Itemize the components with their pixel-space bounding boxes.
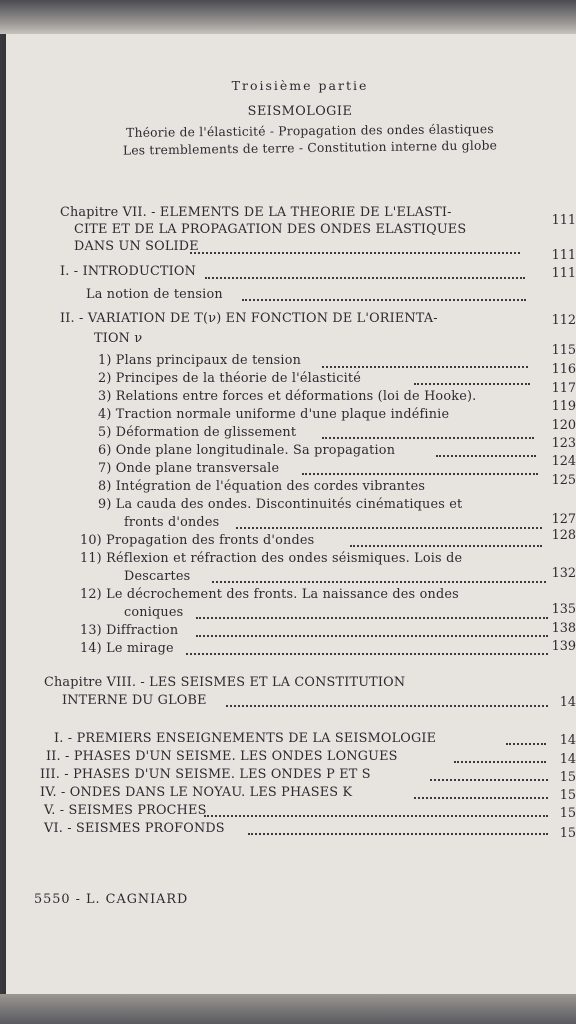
toc-page-number: 15 <box>559 788 576 803</box>
toc-entry: 5) Déformation de glissement <box>98 425 297 440</box>
toc-entry: III. - PHASES D'UN SEISME. LES ONDES P ET S <box>40 767 371 782</box>
toc-page-number: 15 <box>559 806 576 821</box>
toc-page-number: 14 <box>559 695 576 710</box>
toc-leader <box>242 291 526 301</box>
toc-page-number: 132 <box>551 566 576 581</box>
toc-page-number: 119 <box>551 399 576 414</box>
part-heading: Troisième partie <box>231 78 369 93</box>
toc-entry: V. - SEISMES PROCHES <box>44 803 207 818</box>
toc-leader <box>414 375 530 385</box>
toc-leader <box>248 825 548 835</box>
toc-entry: DANS UN SOLIDE <box>74 239 199 254</box>
toc-leader <box>212 573 546 583</box>
toc-entry: 9) La cauda des ondes. Discontinuités cinématiques et <box>98 497 463 512</box>
toc-entry: TION ν <box>94 331 143 346</box>
top-page-edge <box>0 0 576 34</box>
toc-entry: 10) Propagation des fronts d'ondes <box>80 533 315 548</box>
toc-entry: 14) Le mirage <box>80 641 174 656</box>
toc-page-number: 135 <box>551 602 576 617</box>
toc-page-number: 15 <box>559 826 576 841</box>
toc-entry: Chapitre VII. - ELEMENTS DE LA THEORIE DE L'ELASTI- <box>60 205 452 220</box>
toc-leader <box>236 519 542 529</box>
toc-page-number: 115 <box>551 343 576 358</box>
toc-entry: I. - INTRODUCTION <box>60 264 197 279</box>
toc-leader <box>414 789 548 799</box>
toc-page-number: 116 <box>551 362 576 377</box>
toc-entry: 3) Relations entre forces et déformations (loi de Hooke). <box>98 389 477 404</box>
toc-entry: 7) Onde plane transversale <box>98 461 280 476</box>
toc-leader <box>205 269 525 279</box>
toc-page-number: 14 <box>559 752 576 767</box>
section-heading: SEISMOLOGIE <box>247 104 353 119</box>
book-page <box>6 32 576 997</box>
subtitle-line-1: Théorie de l'élasticité - Propagation des ondes élastiques <box>126 122 494 140</box>
toc-entry: INTERNE DU GLOBE <box>62 693 207 708</box>
toc-page-number: 117 <box>551 381 576 396</box>
toc-entry: I. - PREMIERS ENSEIGNEMENTS DE LA SEISMOLOGIE <box>54 731 437 746</box>
toc-entry: La notion de tension <box>86 287 223 302</box>
toc-page-number: 111 <box>551 248 576 263</box>
footer-code: 5550 - L. CAGNIARD <box>34 892 189 907</box>
toc-page-number: 112 <box>551 313 576 328</box>
toc-entry: 1) Plans principaux de tension <box>98 353 302 368</box>
toc-entry: 11) Réflexion et réfraction des ondes séismiques. Lois de <box>80 551 463 566</box>
toc-page-number: 125 <box>551 473 576 488</box>
toc-page-number: 123 <box>551 436 576 451</box>
toc-page-number: 138 <box>551 621 576 636</box>
toc-leader <box>196 627 548 637</box>
toc-leader <box>302 465 538 475</box>
toc-entry: 4) Traction normale uniforme d'une plaque indéfinie <box>98 407 450 422</box>
toc-leader <box>186 645 548 655</box>
toc-page-number: 111 <box>551 266 576 281</box>
toc-entry: 6) Onde plane longitudinale. Sa propagation <box>98 443 396 458</box>
toc-page-number: 14 <box>559 733 576 748</box>
toc-leader <box>350 537 542 547</box>
toc-entry: coniques <box>124 605 184 620</box>
toc-entry: 2) Principes de la théorie de l'élasticité <box>98 371 361 386</box>
toc-entry: Chapitre VIII. - LES SEISMES ET LA CONSTITUTION <box>44 675 406 690</box>
toc-entry: fronts d'ondes <box>124 515 220 530</box>
toc-page-number: 15 <box>559 770 576 785</box>
toc-page-number: 139 <box>551 639 576 654</box>
toc-entry: II. - PHASES D'UN SEISME. LES ONDES LONGUES <box>46 749 398 764</box>
toc-page-number: 127 <box>551 512 576 527</box>
toc-page-number: 128 <box>551 528 576 543</box>
toc-entry: 12) Le décrochement des fronts. La naissance des ondes <box>80 587 459 602</box>
toc-entry: Descartes <box>124 569 191 584</box>
toc-entry: II. - VARIATION DE T(ν) EN FONCTION DE L'ORIENTA- <box>60 311 438 326</box>
toc-entry: CITE ET DE LA PROPAGATION DES ONDES ELASTIQUES <box>74 222 467 237</box>
toc-page-number: 120 <box>551 418 576 433</box>
toc-page-number: 111 <box>551 213 576 228</box>
toc-entry: IV. - ONDES DANS LE NOYAU. LES PHASES K <box>40 785 353 800</box>
toc-entry: VI. - SEISMES PROFONDS <box>44 821 225 836</box>
toc-leader <box>322 358 528 368</box>
toc-page-number: 124 <box>551 454 576 469</box>
bottom-page-edge <box>0 994 576 1024</box>
toc-leader <box>190 244 520 254</box>
toc-leader <box>204 807 548 817</box>
toc-entry: 13) Diffraction <box>80 623 179 638</box>
subtitle-line-2: Les tremblements de terre - Constitution interne du globe <box>122 138 498 158</box>
toc-leader <box>436 447 536 457</box>
toc-entry: 8) Intégration de l'équation des cordes vibrantes <box>98 479 426 494</box>
toc-leader <box>196 609 548 619</box>
toc-leader <box>226 697 548 707</box>
toc-leader <box>322 429 534 439</box>
